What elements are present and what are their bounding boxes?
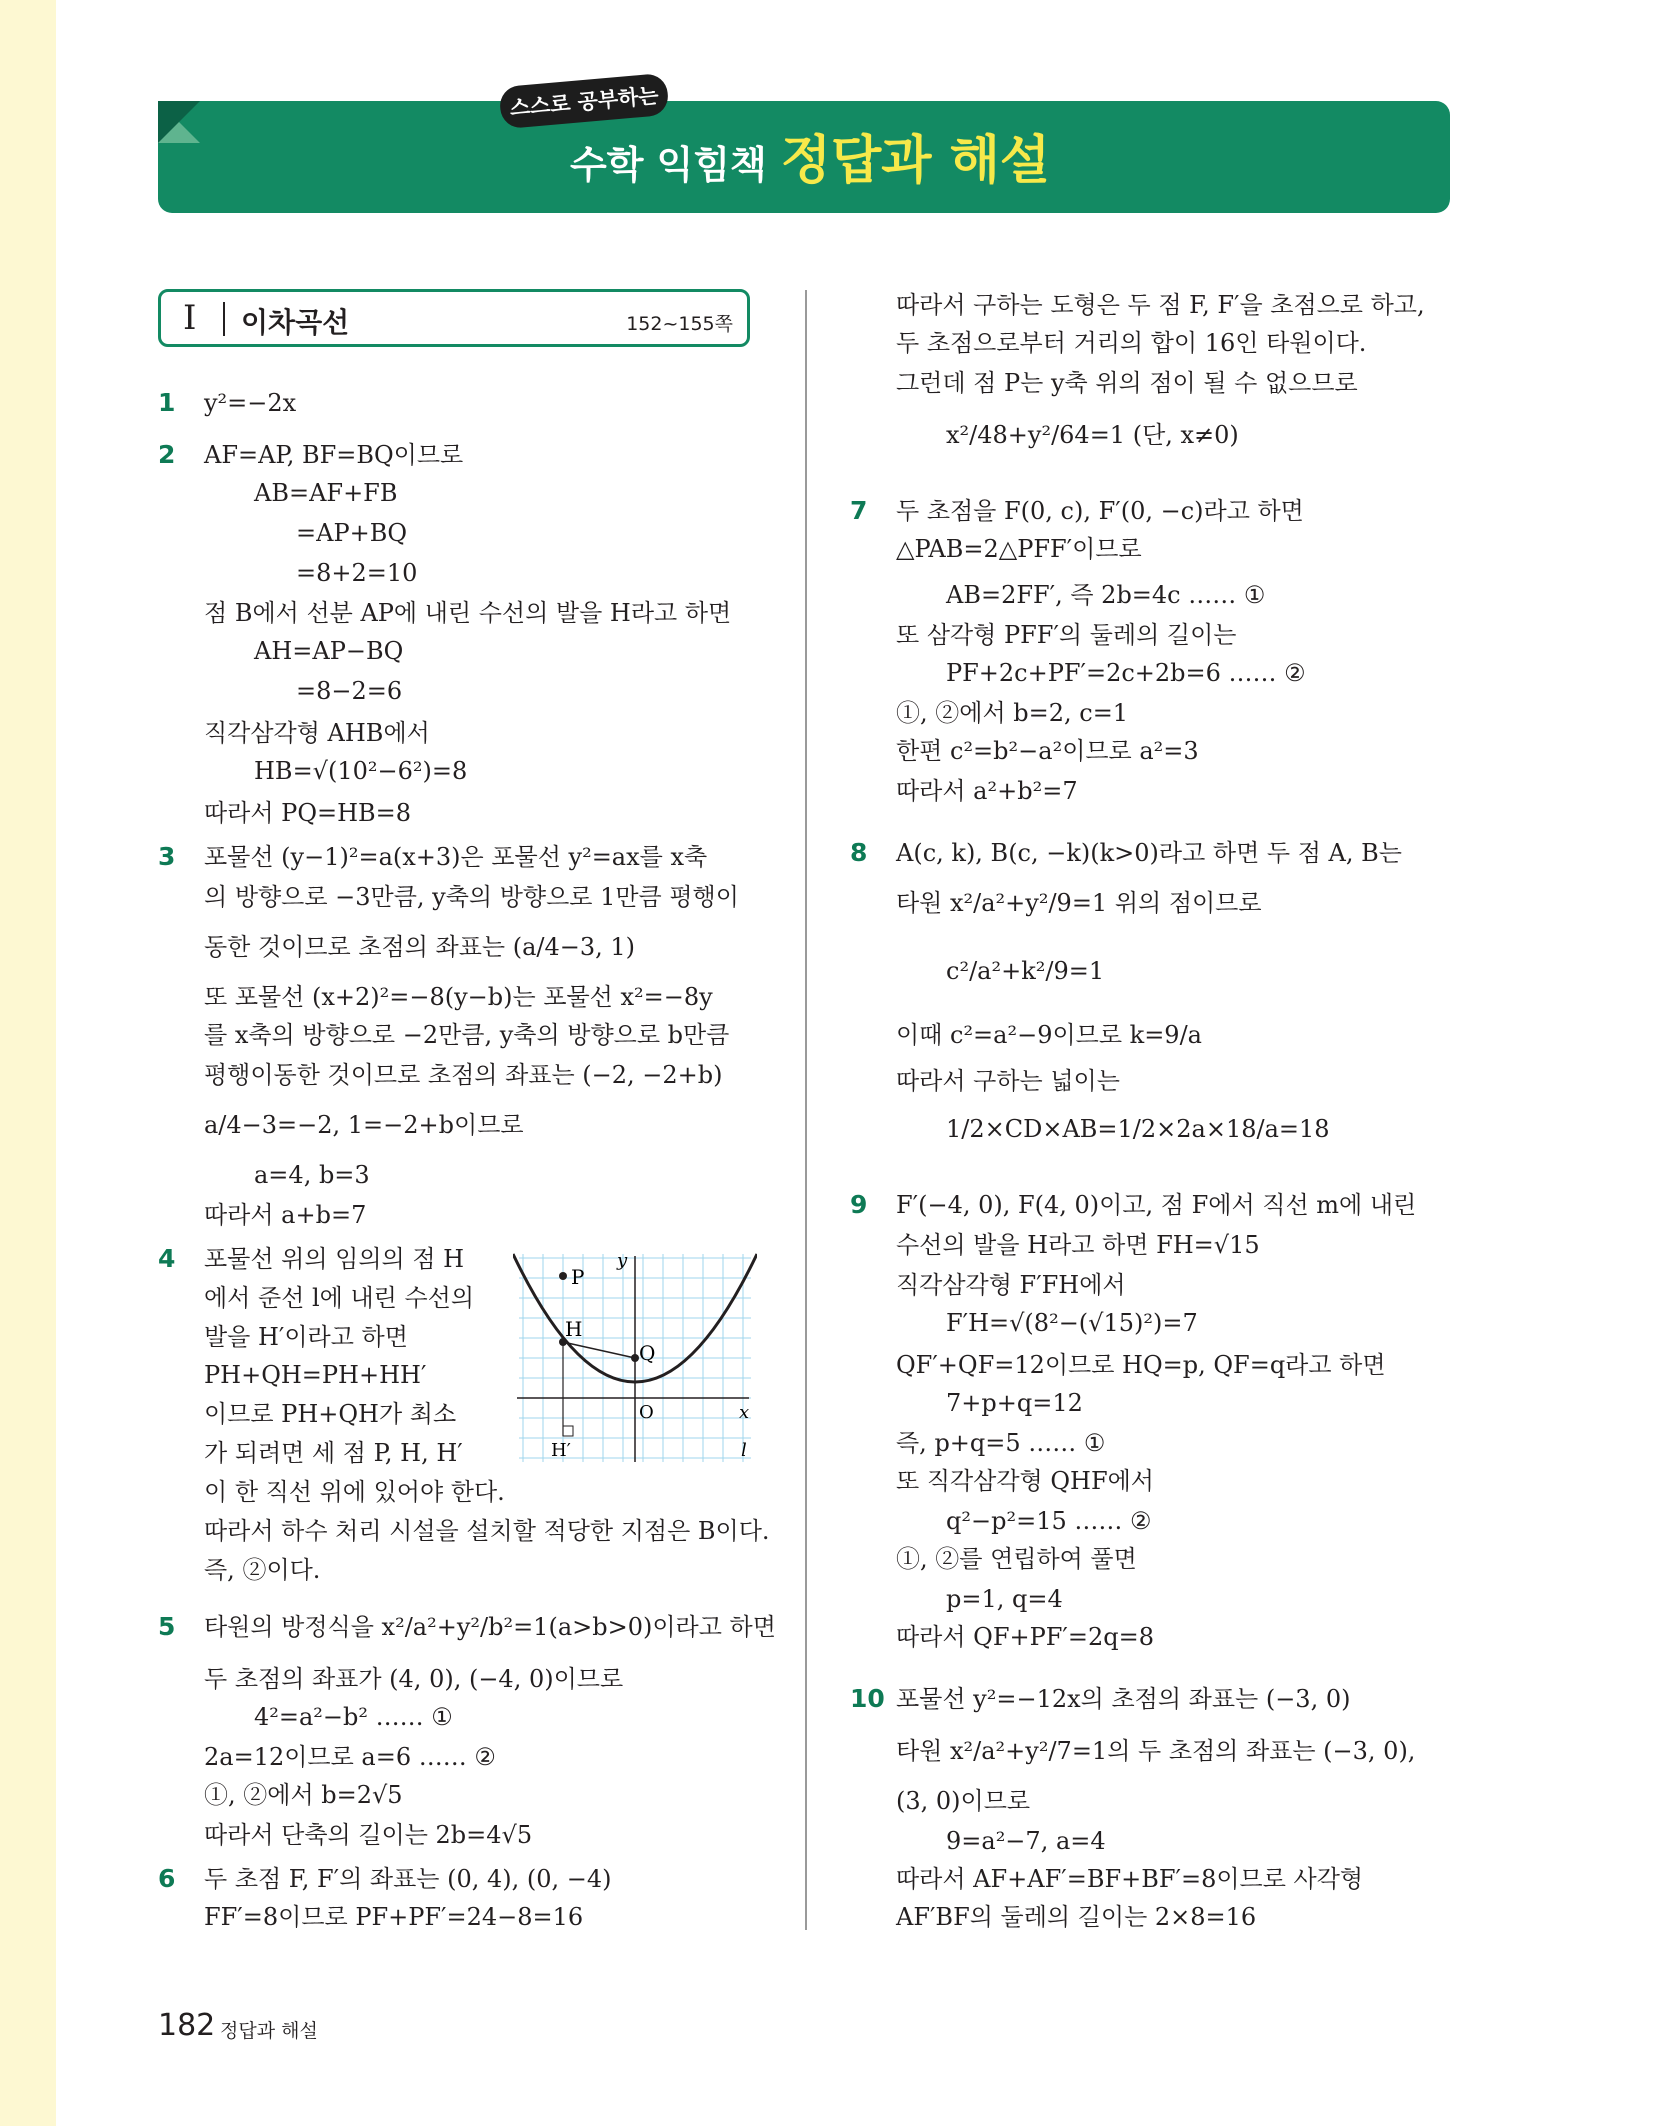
- chapter-box: [158, 289, 750, 347]
- problem-number: 2: [158, 440, 176, 469]
- solution-line: 따라서 하수 처리 시설을 설치할 적당한 지점은 B이다.: [204, 1517, 770, 1545]
- solution-line: 두 초점의 좌표가 (4, 0), (−4, 0)이므로: [204, 1665, 624, 1693]
- solution-line: 또 포물선 (x+2)²=−8(y−b)는 포물선 x²=−8y: [204, 983, 713, 1011]
- solution-line: AF′BF의 둘레의 길이는 2×8=16: [896, 1903, 1257, 1931]
- solution-line: 수선의 발을 H라고 하면 FH=√15: [896, 1231, 1260, 1259]
- solution-line: 포물선 (y−1)²=a(x+3)은 포물선 y²=ax를 x축: [204, 843, 708, 871]
- solution-line: 동한 것이므로 초점의 좌표는 (a/4−3, 1): [204, 933, 636, 961]
- solution-line: 에서 준선 l에 내린 수선의: [204, 1284, 475, 1312]
- point-p: [559, 1272, 567, 1280]
- solution-line: ①, ②를 연립하여 풀면: [896, 1545, 1137, 1573]
- solution-line: F′H=√(8²−(√15)²)=7: [946, 1309, 1198, 1337]
- solution-line: HB=√(10²−6²)=8: [254, 757, 468, 785]
- solution-line: 이므로 PH+QH가 최소: [204, 1400, 457, 1428]
- chapter-numeral: I: [183, 298, 197, 338]
- solution-line: 4²=a²−b² …… ①: [254, 1703, 453, 1731]
- solution-line: 7+p+q=12: [946, 1389, 1083, 1417]
- solution-line: 따라서 구하는 도형은 두 점 F, F′을 초점으로 하고,: [896, 291, 1425, 319]
- solution-line: 포물선 y²=−12x의 초점의 좌표는 (−3, 0): [896, 1685, 1351, 1713]
- solution-line: (3, 0)이므로: [896, 1787, 1031, 1815]
- solution-line: 따라서 QF+PF′=2q=8: [896, 1623, 1154, 1651]
- solution-line: PH+QH=PH+HH′: [204, 1361, 427, 1389]
- solution-line: 따라서 PQ=HB=8: [204, 799, 412, 827]
- solution-line: 1/2×CD×AB=1/2×2a×18/a=18: [946, 1115, 1330, 1143]
- solution-line: △PAB=2△PFF′이므로: [896, 535, 1142, 563]
- parabola-graph: [513, 1248, 757, 1466]
- solution-line: F′(−4, 0), F(4, 0)이고, 점 F에서 직선 m에 내린: [896, 1191, 1417, 1219]
- solution-line: a=4, b=3: [254, 1161, 370, 1189]
- solution-line: A(c, k), B(c, −k)(k>0)라고 하면 두 점 A, B는: [896, 839, 1402, 867]
- solution-line: 를 x축의 방향으로 −2만큼, y축의 방향으로 b만큼: [204, 1021, 730, 1049]
- solution-line: 타원의 방정식을 x²/a²+y²/b²=1(a>b>0)이라고 하면: [204, 1613, 776, 1641]
- right-angle-mark: [563, 1426, 573, 1436]
- header-bubble: 스스로 공부하는: [498, 73, 669, 129]
- solution-line: 두 초점으로부터 거리의 합이 16인 타원이다.: [896, 329, 1367, 357]
- solution-line: 또 직각삼각형 QHF에서: [896, 1467, 1154, 1495]
- header-title: [570, 118, 1051, 191]
- problem-number: 5: [158, 1612, 176, 1641]
- label-o: O: [639, 1402, 654, 1423]
- banner-fold-dark: [158, 101, 200, 143]
- point-q: [631, 1354, 639, 1362]
- solution-line: 직각삼각형 AHB에서: [204, 719, 430, 747]
- solution-line: 의 방향으로 −3만큼, y축의 방향으로 1만큼 평행이: [204, 883, 739, 911]
- solution-line: 이 한 직선 위에 있어야 한다.: [204, 1478, 505, 1506]
- solution-line: 발을 H′이라고 하면: [204, 1323, 408, 1351]
- label-p: P: [571, 1265, 585, 1289]
- solution-line: 직각삼각형 F′FH에서: [896, 1271, 1126, 1299]
- solution-line: 또 삼각형 PFF′의 둘레의 길이는: [896, 621, 1237, 649]
- solution-line: 평행이동한 것이므로 초점의 좌표는 (−2, −2+b): [204, 1061, 723, 1089]
- solution-line: 포물선 위의 임의의 점 H: [204, 1245, 465, 1273]
- solution-line: 즉, p+q=5 …… ①: [896, 1429, 1106, 1457]
- solution-line: AB=AF+FB: [254, 479, 398, 507]
- chapter-title: 이차곡선: [241, 306, 350, 339]
- solution-line: a/4−3=−2, 1=−2+b이므로: [204, 1111, 524, 1139]
- chapter-divider: [223, 302, 225, 336]
- solution-line: 한편 c²=b²−a²이므로 a²=3: [896, 737, 1199, 765]
- solution-line: 따라서 AF+AF′=BF+BF′=8이므로 사각형: [896, 1865, 1364, 1893]
- column-divider: [805, 290, 807, 1930]
- solution-line: q²−p²=15 …… ②: [946, 1507, 1152, 1535]
- solution-line: 따라서 단축의 길이는 2b=4√5: [204, 1821, 533, 1849]
- solution-line: 두 초점을 F(0, c), F′(0, −c)라고 하면: [896, 497, 1304, 525]
- solution-line: 9=a²−7, a=4: [946, 1827, 1106, 1855]
- footer-label: 정답과 해설: [220, 2020, 318, 2042]
- solution-line: 따라서 a+b=7: [204, 1201, 367, 1229]
- solution-line: =AP+BQ: [296, 519, 408, 547]
- solution-line: 두 초점 F, F′의 좌표는 (0, 4), (0, −4): [204, 1865, 612, 1893]
- problem-number: 3: [158, 842, 176, 871]
- solution-line: p=1, q=4: [946, 1585, 1063, 1613]
- page-number: 182: [158, 2008, 216, 2043]
- problem-number: 9: [850, 1190, 868, 1219]
- header-title-big: 정답과 해설: [780, 131, 1051, 191]
- solution-line: 즉, ②이다.: [204, 1556, 321, 1584]
- solution-line: c²/a²+k²/9=1: [946, 957, 1105, 985]
- solution-line: ①, ②에서 b=2√5: [204, 1781, 403, 1809]
- solution-line: x²/48+y²/64=1 (단, x≠0): [946, 421, 1239, 449]
- problem-number: 1: [158, 388, 176, 417]
- solution-line: 따라서 a²+b²=7: [896, 777, 1078, 805]
- solution-line: PF+2c+PF′=2c+2b=6 …… ②: [946, 659, 1306, 687]
- problem-number: 7: [850, 496, 868, 525]
- problem-number: 10: [850, 1684, 885, 1713]
- solution-line: 그런데 점 P는 y축 위의 점이 될 수 없으므로: [896, 369, 1358, 397]
- solution-line: =8+2=10: [296, 559, 418, 587]
- solution-line: 따라서 구하는 넓이는: [896, 1067, 1120, 1095]
- solution-line: y²=−2x: [204, 389, 297, 417]
- problem-number: 4: [158, 1244, 176, 1273]
- label-l: l: [741, 1440, 747, 1461]
- solution-line: QF′+QF=12이므로 HQ=p, QF=q라고 하면: [896, 1351, 1386, 1379]
- label-h: H: [565, 1317, 583, 1341]
- solution-line: 타원 x²/a²+y²/7=1의 두 초점의 좌표는 (−3, 0),: [896, 1737, 1416, 1765]
- solution-line: 가 되려면 세 점 P, H, H′: [204, 1439, 463, 1467]
- chapter-pages: 152~155쪽: [626, 313, 733, 335]
- solution-line: AB=2FF′, 즉 2b=4c …… ①: [946, 581, 1266, 609]
- header-title-small: 수학 익힘책: [570, 143, 767, 187]
- problem-number: 6: [158, 1864, 176, 1893]
- problem-number: 8: [850, 838, 868, 867]
- label-x: x: [739, 1402, 750, 1423]
- margin-strip: [0, 0, 56, 2126]
- solution-line: =8−2=6: [296, 677, 403, 705]
- solution-line: 타원 x²/a²+y²/9=1 위의 점이므로: [896, 889, 1262, 917]
- label-q: Q: [639, 1341, 656, 1365]
- solution-line: FF′=8이므로 PF+PF′=24−8=16: [204, 1903, 584, 1931]
- solution-line: 2a=12이므로 a=6 …… ②: [204, 1743, 496, 1771]
- label-y: y: [617, 1250, 628, 1271]
- solution-line: AF=AP, BF=BQ이므로: [204, 441, 464, 469]
- solution-line: ①, ②에서 b=2, c=1: [896, 699, 1129, 727]
- solution-line: 이때 c²=a²−9이므로 k=9/a: [896, 1021, 1202, 1049]
- label-hprime: H′: [551, 1440, 571, 1461]
- solution-line: 점 B에서 선분 AP에 내린 수선의 발을 H라고 하면: [204, 599, 732, 627]
- solution-line: AH=AP−BQ: [254, 637, 404, 665]
